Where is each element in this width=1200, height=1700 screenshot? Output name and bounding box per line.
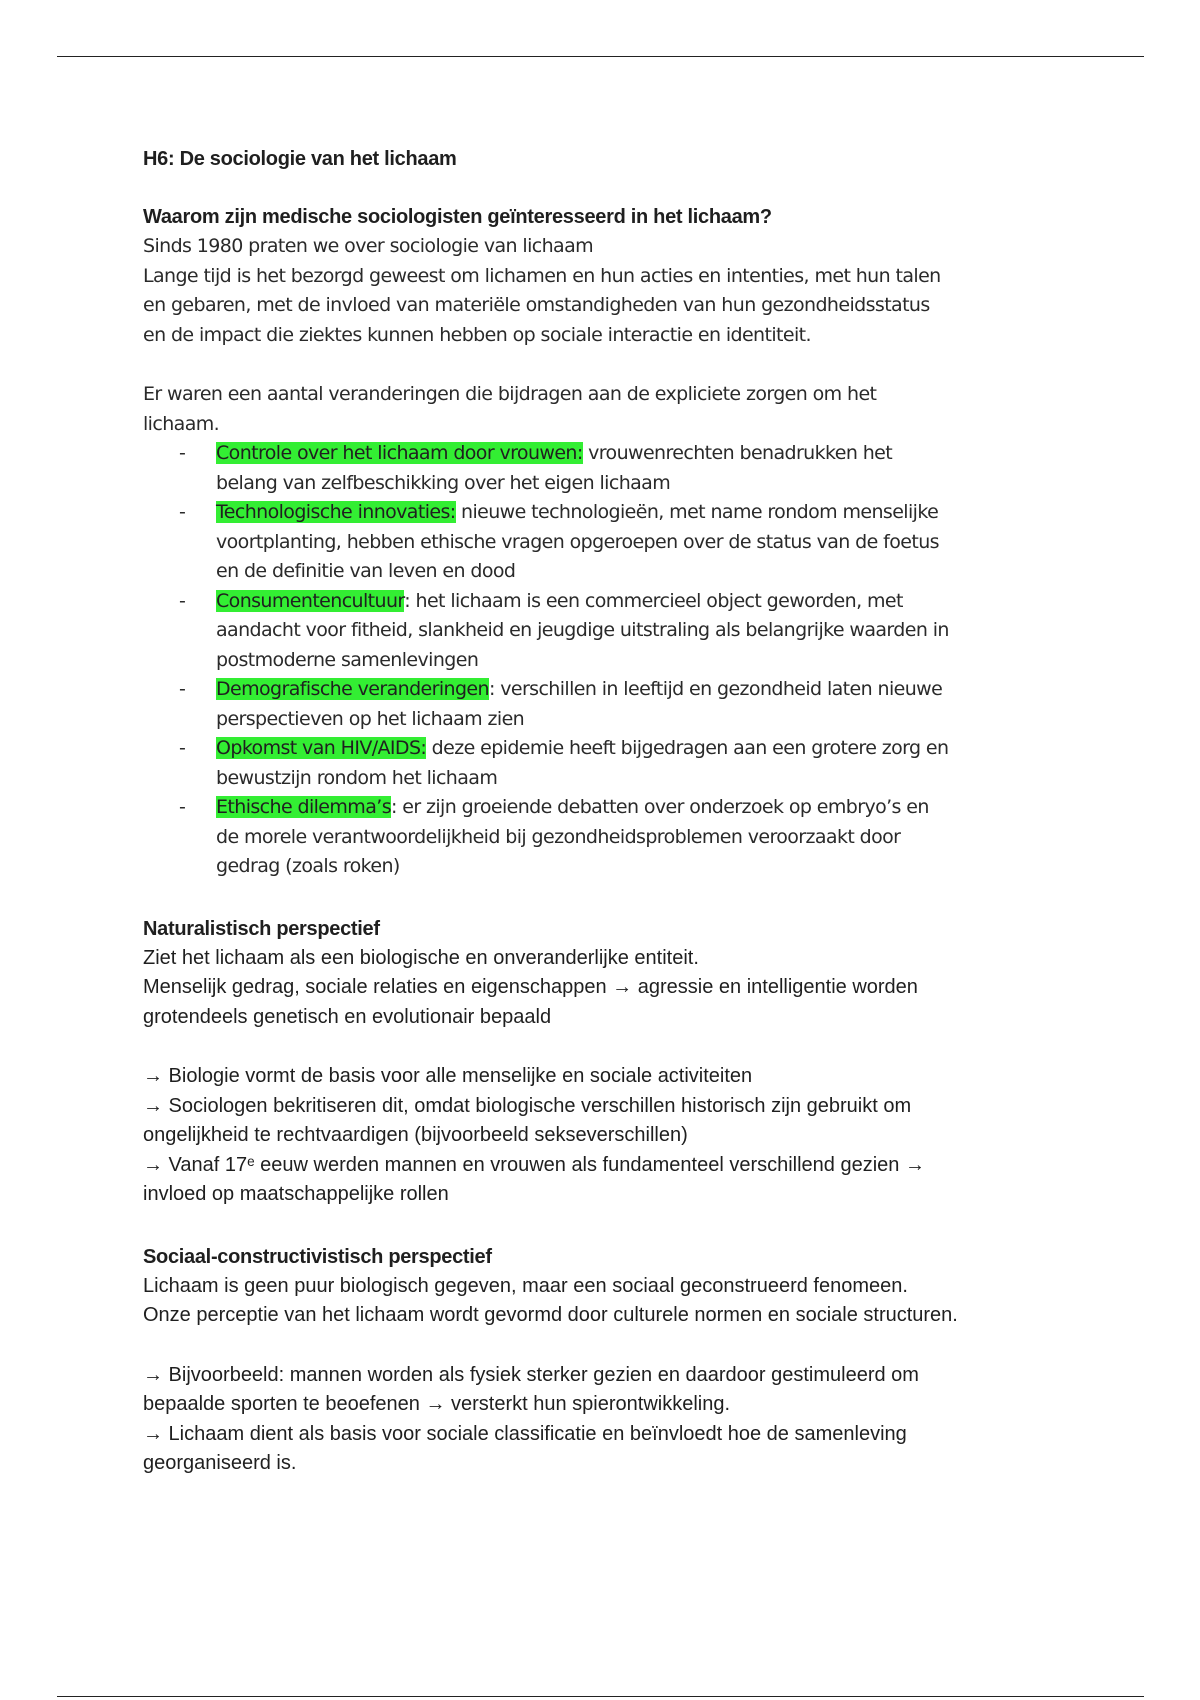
section-title-body-interest: Waarom zijn medische sociologisten geïnteresseerd in het lichaam?	[143, 206, 772, 228]
paragraph-line: grotendeels genetisch en evolutionair bepaald	[143, 1005, 552, 1028]
highlighted-term: Technologische innovaties:	[216, 501, 456, 523]
paragraph-line: Sinds 1980 praten we over sociologie van lichaam	[143, 235, 594, 257]
dash-bullet: -	[179, 737, 186, 759]
list-item	[143, 675, 1093, 705]
list-item-continuation: en de definitie van leven en dood	[216, 560, 516, 582]
list-item	[143, 587, 1093, 617]
top-rule	[57, 56, 1144, 57]
arrow-point: georganiseerd is.	[143, 1452, 297, 1474]
arrow-point: → Biologie vormt de basis voor alle menselijke en sociale activiteiten	[143, 1065, 753, 1087]
highlighted-term: Controle over het lichaam door vrouwen:	[216, 442, 583, 464]
list-item-continuation: belang van zelfbeschikking over het eigen lichaam	[216, 471, 671, 494]
list-item-text: : er zijn groeiende debatten over onderzoek op embryo’s en	[391, 796, 929, 818]
list-item	[143, 793, 1093, 823]
page-title: H6: De sociologie van het lichaam	[143, 148, 457, 170]
list-item	[143, 734, 1093, 764]
list-item-continuation: de morele verantwoordelijkheid bij gezondheidsproblemen veroorzaakt door	[216, 825, 901, 848]
section-title-naturalistic: Naturalistisch perspectief	[143, 917, 380, 940]
paragraph-line: Lichaam is geen puur biologisch gegeven, maar een sociaal geconstrueerd fenomeen.	[143, 1274, 908, 1297]
dash-bullet: -	[179, 589, 186, 612]
list-item-continuation: postmoderne samenlevingen	[216, 648, 479, 671]
paragraph-line: en gebaren, met de invloed van materiële omstandigheden van hun gezondheidsstatus	[143, 294, 930, 316]
list-item-text: : het lichaam is een commercieel object geworden, met	[404, 589, 903, 612]
dash-bullet: -	[179, 796, 186, 818]
arrow-point: invloed op maatschappelijke rollen	[143, 1183, 449, 1205]
highlighted-term: Demografische veranderingen	[216, 678, 489, 700]
list-item-continuation: voortplanting, hebben ethische vragen opgeroepen over de status van de foetus	[216, 530, 939, 553]
bottom-rule	[57, 1696, 1144, 1697]
list-item-text: nieuwe technologieën, met name rondom menselijke	[455, 501, 939, 523]
arrow-point: → Sociologen bekritiseren dit, omdat biologische verschillen historisch zijn gebruikt om	[143, 1094, 912, 1117]
section-title-social-constructivist: Sociaal-constructivistisch perspectief	[143, 1245, 492, 1268]
list-item-continuation: gedrag (zoals roken)	[216, 855, 400, 877]
dash-bullet: -	[179, 442, 186, 464]
highlighted-term: Consumentencultuur	[216, 589, 405, 612]
list-item	[143, 439, 1093, 469]
list-item-continuation: aandacht voor fitheid, slankheid en jeugdige uitstraling als belangrijke waarden in	[216, 619, 949, 641]
list-item-text: deze epidemie heeft bijgedragen aan een grotere zorg en	[426, 737, 949, 759]
arrow-point: → Lichaam dient als basis voor sociale classificatie en beïnvloedt hoe de samenleving	[143, 1422, 907, 1445]
paragraph-line: Ziet het lichaam als een biologische en onveranderlijke entiteit.	[143, 946, 699, 969]
paragraph-line: Lange tijd is het bezorgd geweest om lichamen en hun acties en intenties, met hun talen	[143, 264, 941, 287]
paragraph-line: Er waren een aantal veranderingen die bijdragen aan de expliciete zorgen om het	[143, 383, 877, 405]
highlighted-term: Opkomst van HIV/AIDS:	[216, 737, 427, 759]
arrow-point: → Vanaf 17ᵉ eeuw werden mannen en vrouwen als fundamenteel verschillend gezien →	[143, 1153, 925, 1176]
list-item-text: vrouwenrechten benadrukken het	[582, 442, 893, 464]
paragraph-line: en de impact die ziektes kunnen hebben op sociale interactie en identiteit.	[143, 323, 811, 346]
list-item-continuation: bewustzijn rondom het lichaam	[216, 766, 498, 789]
paragraph-line: Onze perceptie van het lichaam wordt gevormd door culturele normen en sociale structuren.	[143, 1304, 958, 1326]
dash-bullet: -	[179, 678, 186, 700]
changes-list	[143, 439, 1093, 882]
arrow-point: bepaalde sporten te beoefenen → versterkt hun spierontwikkeling.	[143, 1393, 731, 1415]
paragraph-line: lichaam.	[143, 412, 220, 435]
highlighted-term: Ethische dilemma’s	[216, 796, 391, 818]
dash-bullet: -	[179, 501, 186, 523]
list-item-continuation: perspectieven op het lichaam zien	[216, 707, 525, 730]
arrow-point: ongelijkheid te rechtvaardigen (bijvoorbeeld sekseverschillen)	[143, 1124, 688, 1146]
arrow-point: → Bijvoorbeeld: mannen worden als fysiek sterker gezien en daardoor gestimuleerd om	[143, 1363, 919, 1386]
document-body	[143, 144, 1093, 1479]
paragraph-line: Menselijk gedrag, sociale relaties en eigenschappen → agressie en intelligentie worden	[143, 976, 918, 998]
list-item-text: : verschillen in leeftijd en gezondheid laten nieuwe	[488, 678, 943, 700]
list-item	[143, 498, 1093, 528]
